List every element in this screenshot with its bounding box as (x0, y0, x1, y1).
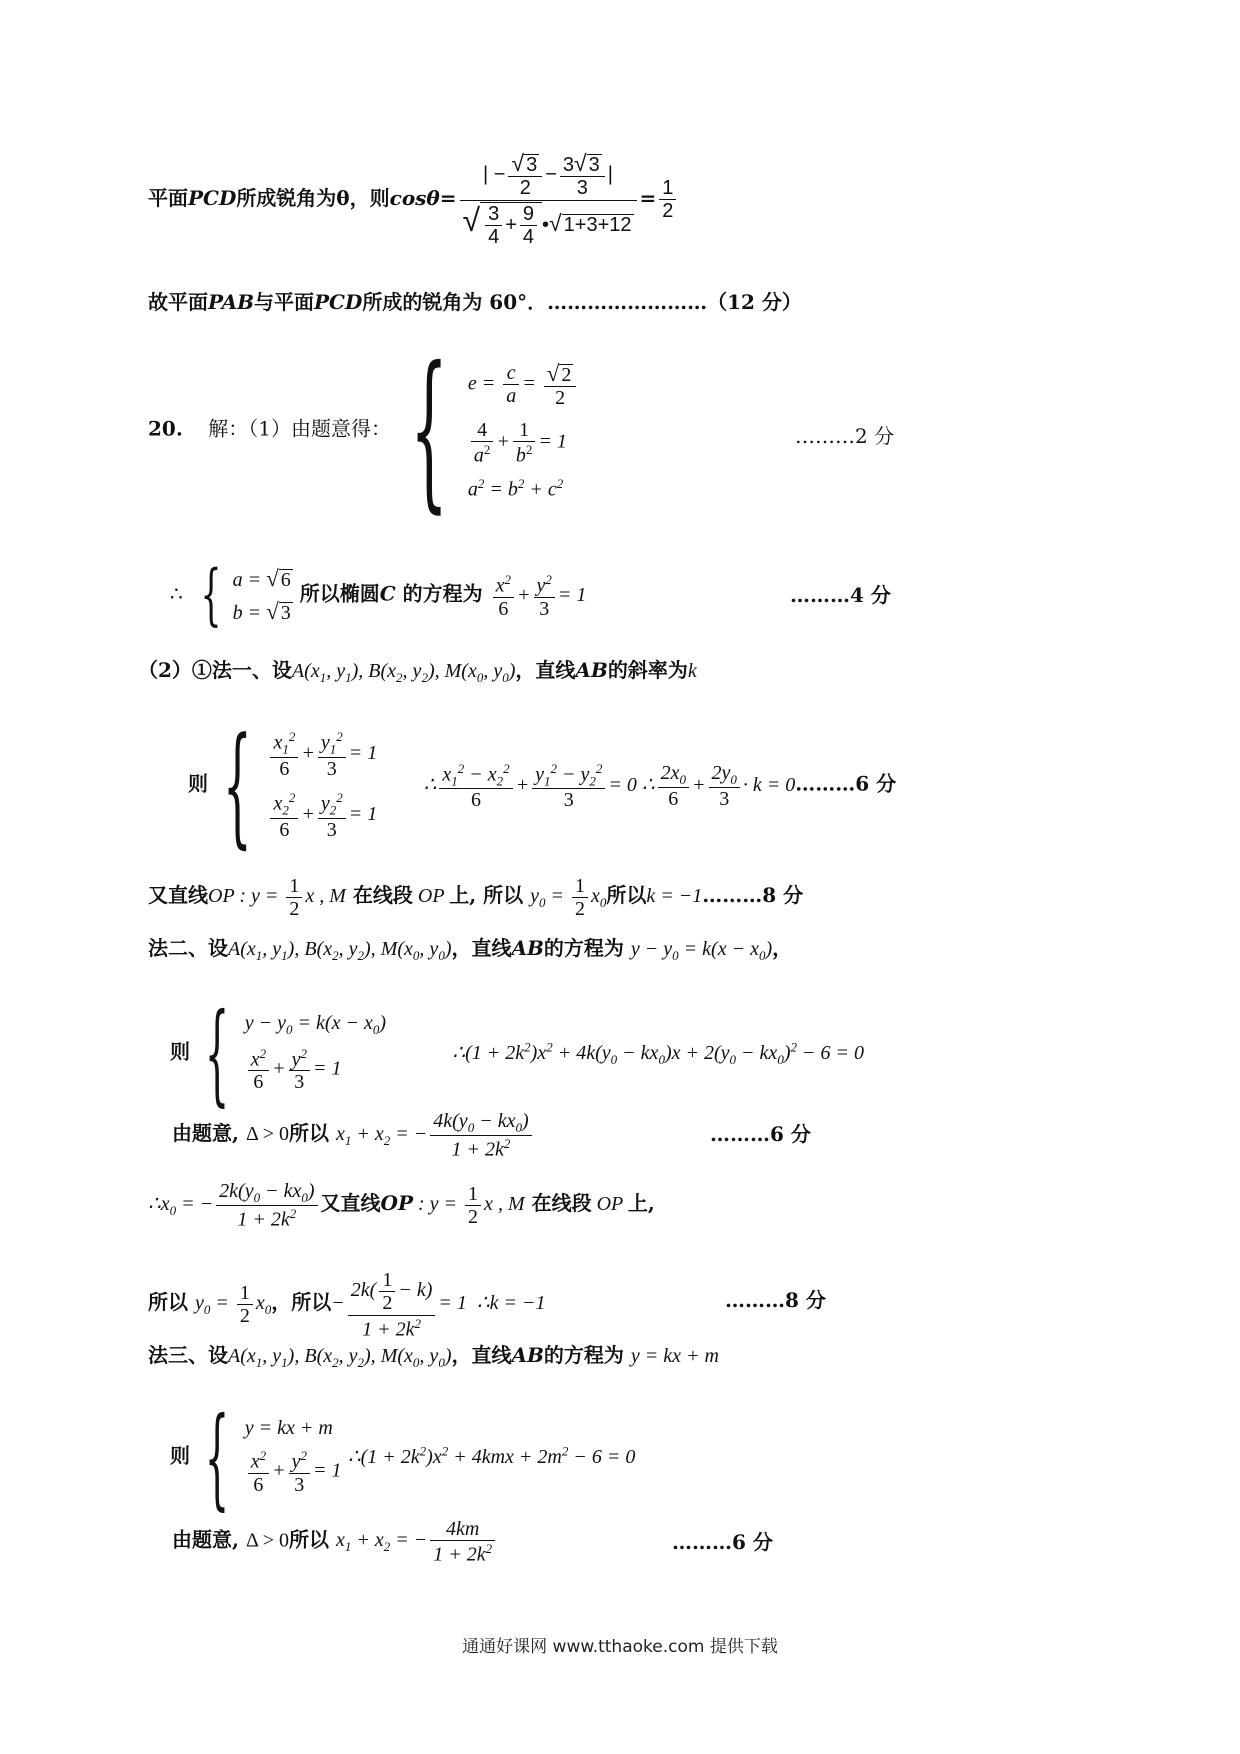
cos-numerator: | − $\frac{√ 3}{2}$ − $\frac{3√ 3}{3}$ | (460, 150, 637, 201)
m2-x0-mid: 又直线 (320, 1190, 381, 1215)
therefore-symbol: ∴ (170, 583, 183, 606)
m1-line8-shang: 上, 所以 (449, 883, 524, 908)
part1-text: 所以椭圆 (299, 581, 380, 606)
m3-brace: { (205, 1393, 230, 1521)
q20-system: e = $\frac{c}{a}$ = $\frac{√ 2}{2}$ $\frac{4}{a^2}$ + $\frac{1}{b^2}$ = 1 $a^2 = b^2 + c^2$ (468, 356, 580, 504)
m2-post: 的方程为 (543, 936, 624, 960)
m3-line6-score: ………6 分 (672, 1530, 773, 1554)
m2-line6-pre: 由题意, (172, 1120, 239, 1145)
m3-line6-suoyi: 所以 (288, 1527, 329, 1552)
m2-then: 则 (170, 1039, 190, 1064)
m2-ab: AB (511, 936, 544, 960)
part2-post: 的斜率为 (607, 658, 688, 682)
part1-score: ………4 分 (790, 583, 891, 607)
m3-line6: 由题意, Δ > 0所以 $x_1 + x_2$ = − $\frac{4km}{1 + 2k^2}$ (172, 1518, 498, 1566)
m2-line6: 由题意, Δ > 0所以 $x_1 + x_2$ = − $\frac{4k(y_0 - kx_0)}{1 + 2k^2}$ (172, 1110, 535, 1161)
m1-brace: { (223, 709, 253, 861)
part1-text2: 的方程为 (402, 581, 483, 606)
cos-fraction (460, 150, 637, 249)
m3-then: 则 (170, 1443, 190, 1468)
m2-x0-m: 在线段 (531, 1190, 592, 1215)
cos-result-num: 1 (659, 177, 676, 200)
m3-quadratic: ∴(1 + $2k^2)x^2 + 4kmx + 2m^2 - 6 = 0$ (347, 1442, 636, 1468)
m1-line8-pre: 又直线 (148, 883, 208, 908)
part1-brace: { (200, 556, 222, 633)
m3-ab: AB (511, 1343, 544, 1367)
m1-derivation: ∴ $\frac{x_1^2 - x_2^2}{6}$ + $\frac{y_1^2 - y_2^2}{3}$ = 0 ∴ $\frac{2x_0}{6}$ + $\frac{2y_0}{3}$ · k = 0 (423, 760, 796, 812)
m2-quadratic: ∴(1 + $2k^2)x^2 + 4k(y_0 - kx_0)x + 2(y_0 - kx_0)^2 - 6 = 0$ (452, 1038, 864, 1067)
conclusion-mid: 与平面 (254, 290, 315, 314)
m3-header: 法三、设$A(x_1$, $y_1$), $B(x_2$, $y_2$), $M(x_0$, $y_0$)，直线AB的方程为 y = kx + m (148, 1343, 719, 1370)
q20-brace: { (410, 331, 449, 529)
m1-line8: 又直线OP : y = $\frac{1}{2}$ x , M 在线段 OP 上, 所以 $y_0$ = $\frac{1}{2}$ $x_0$所以k = −1………8 分 (148, 875, 804, 920)
part1-system: a = √ 6 b = √ 3 (232, 566, 291, 624)
m2-line6-score: ………6 分 (710, 1122, 811, 1146)
m2-system-line (170, 989, 864, 1117)
m1-score6: ………6 分 (795, 771, 897, 796)
m2-brace: { (205, 989, 230, 1117)
q20-number: 20. (148, 416, 183, 441)
m1-then: 则 (188, 771, 208, 796)
conclusion-pab: PAB (208, 290, 255, 314)
part2-header: （2）①法一、设$A(x_1$, $y_1$), $B(x_2$, $y_2$), $M(x_0$, $y_0$)，直线AB的斜率为k (138, 658, 697, 685)
m1-system-line (188, 709, 897, 861)
q20-score: ………2 分 (795, 424, 895, 448)
m3-label: 法三、设 (148, 1343, 228, 1367)
m1-system: $\frac{x_1^2}{6}$ + $\frac{y_1^2}{3}$ = 1 $\frac{x_2^2}{6}$ + $\frac{y_2^2}{3}$ = 1 (267, 724, 377, 845)
m2-line8-mid: ，所以 (271, 1289, 332, 1314)
part2-mid: ，直线 (515, 658, 576, 682)
m2-line8-score: ………8 分 (725, 1288, 826, 1312)
m1-line8-score: ………8 分 (702, 883, 804, 908)
m3-mid: ，直线 (451, 1343, 512, 1367)
m2-system: $y - y_0 = k(x - x_0)$ $\frac{x^2}{6}$ + $\frac{y^2}{3}$ = 1 (244, 1011, 387, 1094)
m2-line8-pre: 所以 (148, 1289, 188, 1314)
m2-header: 法二、设$A(x_1$, $y_1$), $B(x_2$, $y_2$), $M(x_0$, $y_0$)，直线AB的方程为 $y - y_0 = k(x - x_0)$， (148, 936, 793, 963)
cos-theta-line: 平面PCD所成锐角为θ，则cosθ= | − $\frac{√ 3}{2}$ − $\frac{3√ 3}{3}$ | √ $\frac{3}{4}$ + $\frac{9}{4}$ •√ 1+3+12 = $\frac{1}{2}$ (148, 150, 679, 249)
cos-label-mid: 所成锐角为θ，则 (236, 186, 390, 210)
part2-ab: AB (575, 658, 608, 682)
m3-line6-pre: 由题意, (172, 1527, 239, 1552)
cos-label-cos: cosθ= (389, 186, 457, 210)
conclusion-post: 所成的锐角为 60°．……………………（12 分） (362, 290, 802, 314)
page-footer: 通通好课网 www.tthaoke.com 提供下载 (462, 1637, 778, 1657)
m2-label: 法二、设 (148, 936, 228, 960)
part1-c: C (379, 581, 396, 606)
m2-line8: 所以 $y_0$ = $\frac{1}{2}$ $x_0$，所以− 2k( $\frac{1}{2}$ − k) $1 + 2k^2$ = 1 ∴k = −1 (148, 1269, 546, 1341)
m3-post: 的方程为 (543, 1343, 624, 1367)
part2-points: $A(x_1$, $y_1$), $B(x_2$, $y_2$), $M(x_0$, $y_0$) (291, 660, 516, 685)
part2-label: （2）①法一、设 (138, 658, 292, 682)
m3-system: y = kx + m $\frac{x^2}{6}$ + $\frac{y^2}{3}$ = 1 (244, 1417, 342, 1496)
m3-system-line (170, 1393, 636, 1521)
cos-result-den: 2 (662, 200, 674, 222)
m1-line8-suoyi: 所以 (606, 883, 647, 908)
cos-label-pcd: PCD (188, 186, 237, 210)
m2-x0-line: $\therefore x_0$ = − $\frac{2k(y_0 - kx_0)}{1 + 2k^2}$ 又直线OP : y = $\frac{1}{2}$ x , M 在线段 OP 上, (148, 1180, 655, 1231)
m1-line8-m: 在线段 (352, 883, 413, 908)
conclusion-pre: 故平面 (148, 290, 208, 314)
cos-denominator: √ $\frac{3}{4}$ + $\frac{9}{4}$ •√ 1+3+12 (462, 201, 632, 248)
conclusion-pcd: PCD (314, 290, 363, 314)
m2-x0-op: OP (380, 1190, 413, 1215)
q20-intro: 解：（1）由题意得： (208, 416, 391, 441)
q20-line (148, 331, 579, 529)
m2-mid: ，直线 (451, 936, 512, 960)
conclusion-line (148, 292, 802, 312)
part1-result-line (170, 556, 587, 633)
cos-label-pre: 平面 (148, 186, 188, 210)
m2-line6-suoyi: 所以 (288, 1120, 329, 1145)
m2-x0-shang: 上, (627, 1190, 655, 1215)
ellipse-equation: $\frac{x^2}{6}$ + $\frac{y^2}{3}$ = 1 (490, 584, 587, 606)
